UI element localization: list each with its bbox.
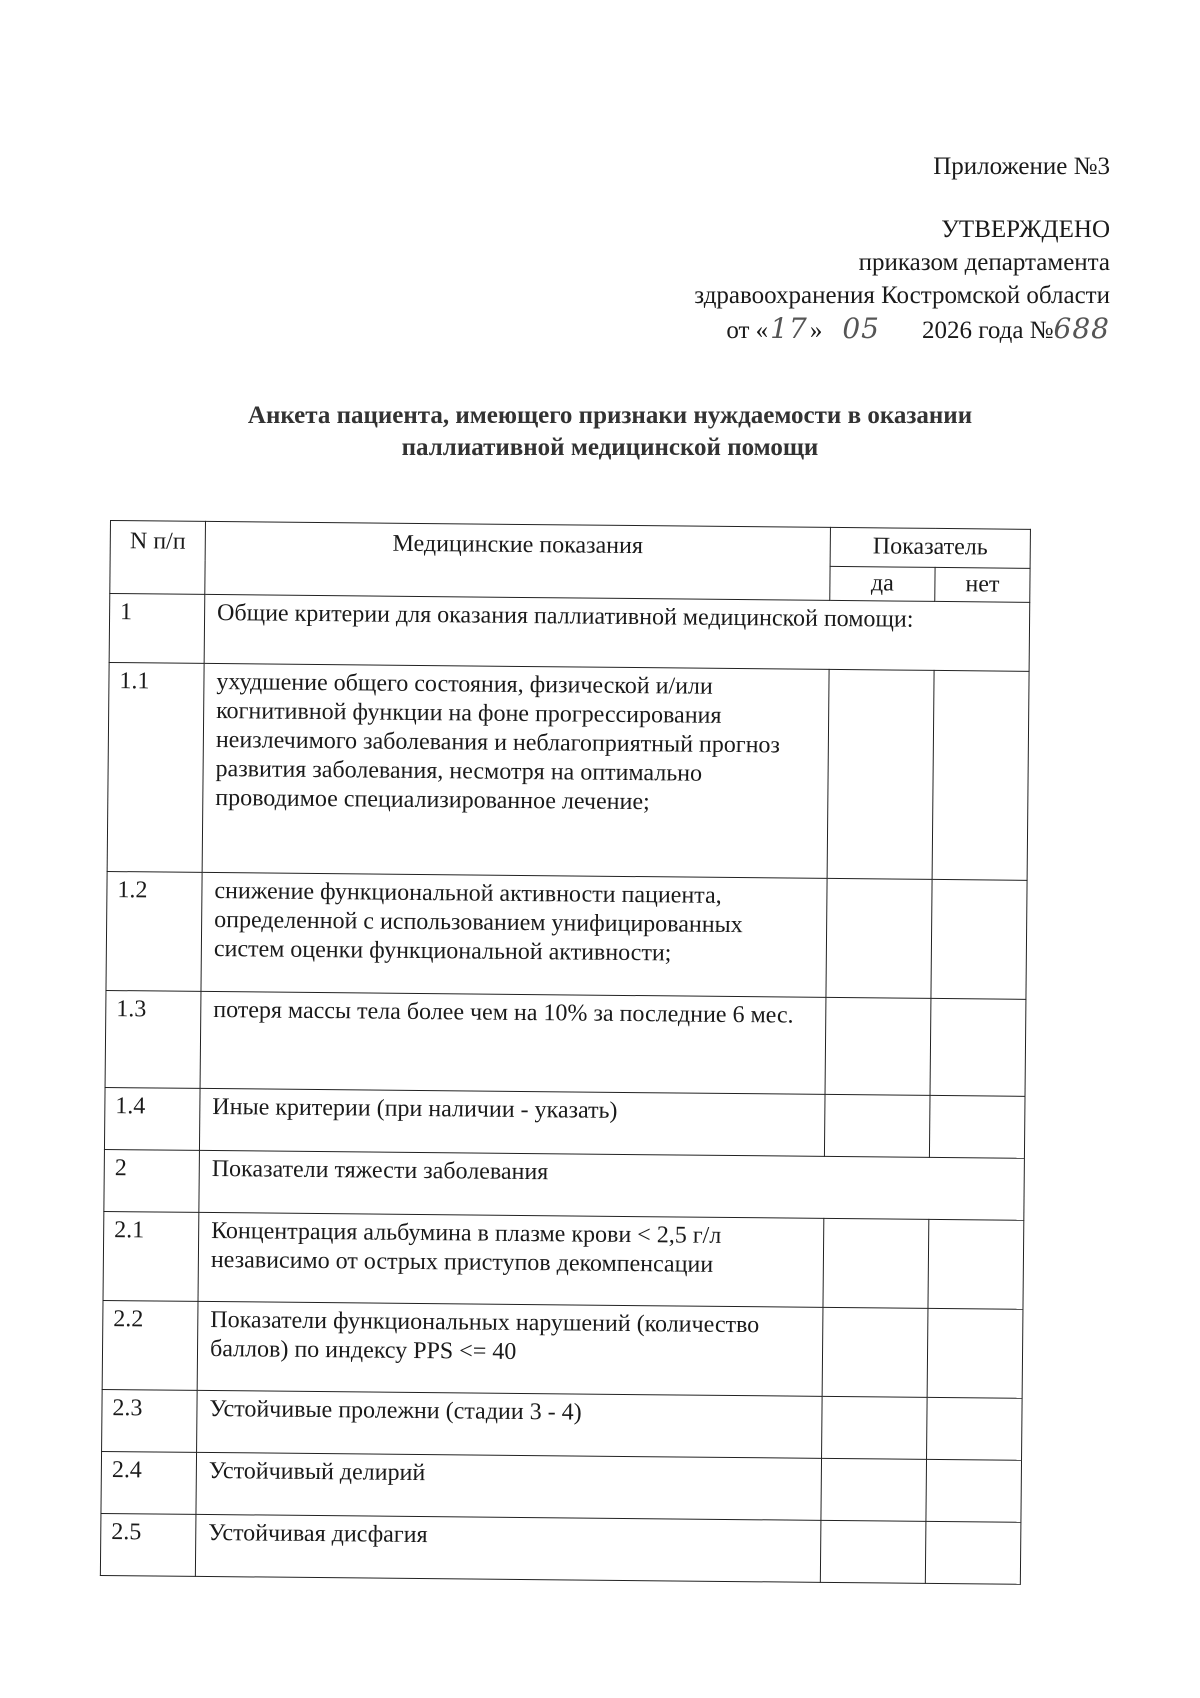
header-yes: да <box>830 566 935 601</box>
table-row <box>105 990 1026 1096</box>
row-criterion: снижение функциональной активности пациента, определенной с использованием унифицированных систем оценки функциональной активности; <box>201 872 827 997</box>
approval-header <box>510 150 1110 347</box>
answer-yes-cell[interactable] <box>822 1307 928 1397</box>
row-criterion: Показатели функциональных нарушений (количество баллов) по индексу PPS <= 40 <box>197 1301 823 1396</box>
title-line-1: Анкета пациента, имеющего признаки нуждаемости в оказании <box>247 402 973 429</box>
answer-yes-cell[interactable] <box>826 878 932 998</box>
date-prefix: от « <box>726 317 769 344</box>
title-line-2: паллиативной медицинской помощи <box>401 434 819 461</box>
answer-no-cell[interactable] <box>932 670 1029 880</box>
answer-no-cell[interactable] <box>927 1397 1023 1460</box>
table-row <box>101 1451 1022 1522</box>
row-criterion: Иные критерии (при наличии - указать) <box>199 1088 825 1156</box>
row-section-title: Общие критерии для оказания паллиативной медицинской помощи: <box>204 594 1030 671</box>
table-row <box>102 1389 1023 1460</box>
table-row <box>106 871 1027 999</box>
row-number: 1.3 <box>105 990 201 1088</box>
table-row <box>107 662 1029 880</box>
table-header-row <box>110 521 1030 569</box>
appendix-label: Приложение №3 <box>933 153 1110 180</box>
row-criterion: потеря массы тела более чем на 10% за последние 6 мес. <box>200 991 826 1094</box>
header-number: N п/п <box>110 521 206 595</box>
row-criterion: Устойчивый делирий <box>196 1452 822 1520</box>
answer-yes-cell[interactable] <box>821 1458 927 1521</box>
handwritten-order-number: 688 <box>1053 312 1110 345</box>
questionnaire-table <box>100 520 1031 1585</box>
approval-date-line <box>510 312 1110 347</box>
header-indicator: Показатель <box>830 527 1030 568</box>
row-criterion: Устойчивые пролежни (стадии 3 - 4) <box>197 1390 823 1458</box>
answer-no-cell[interactable] <box>927 1308 1023 1398</box>
header-no: нет <box>935 567 1030 602</box>
row-number: 1.2 <box>106 871 202 991</box>
approval-line-1: приказом департамента <box>858 249 1110 276</box>
handwritten-day: 17 <box>770 312 808 345</box>
row-number: 2.2 <box>102 1300 198 1390</box>
answer-yes-cell[interactable] <box>822 1396 928 1459</box>
row-number: 2.4 <box>101 1451 197 1514</box>
answer-no-cell[interactable] <box>931 879 1027 999</box>
row-number: 2.1 <box>103 1211 199 1301</box>
handwritten-month: 05 <box>842 312 880 345</box>
table-row <box>102 1300 1023 1398</box>
answer-yes-cell[interactable] <box>824 1094 930 1157</box>
answer-yes-cell[interactable] <box>825 997 931 1095</box>
answer-yes-cell[interactable] <box>820 1520 926 1583</box>
row-criterion: Концентрация альбумина в плазме крови < 2,5 г/л независимо от острых приступов декомпенсации <box>198 1212 824 1307</box>
date-close-quote: » <box>809 317 823 344</box>
answer-no-cell[interactable] <box>925 1521 1021 1584</box>
header-indications: Медицинские показания <box>205 521 831 600</box>
table-row <box>104 1087 1025 1158</box>
row-section-title: Показатели тяжести заболевания <box>199 1150 1025 1220</box>
table-row <box>104 1149 1025 1220</box>
answer-no-cell[interactable] <box>928 1219 1024 1309</box>
date-year: 2026 года № <box>921 317 1054 344</box>
row-number: 2.5 <box>100 1513 196 1576</box>
approval-line-2: здравоохранения Костромской области <box>694 282 1110 309</box>
table-row <box>100 1513 1021 1584</box>
row-criterion: ухудшение общего состояния, физической и/или когнитивной функции на фоне прогрессирования неизлечимого заболевания и неблагоприятный прогноз развития заболевания, несмотря на оптимально проводимое специализированное лечение; <box>202 663 829 878</box>
table-row <box>103 1211 1024 1309</box>
approved-label: УТВЕРЖДЕНО <box>941 216 1110 243</box>
row-number: 2.3 <box>102 1389 198 1452</box>
row-number: 1.4 <box>104 1087 200 1150</box>
answer-no-cell[interactable] <box>926 1459 1022 1522</box>
answer-yes-cell[interactable] <box>823 1218 929 1308</box>
row-criterion: Устойчивая дисфагия <box>195 1514 821 1582</box>
answer-no-cell[interactable] <box>929 1095 1025 1158</box>
row-number: 2 <box>104 1149 200 1212</box>
document-title <box>170 400 1050 464</box>
row-number: 1.1 <box>107 662 204 872</box>
questionnaire-table-wrapper <box>100 520 1030 1585</box>
table-row <box>109 594 1030 672</box>
answer-yes-cell[interactable] <box>827 669 934 879</box>
answer-no-cell[interactable] <box>930 998 1026 1096</box>
row-number: 1 <box>109 594 205 664</box>
